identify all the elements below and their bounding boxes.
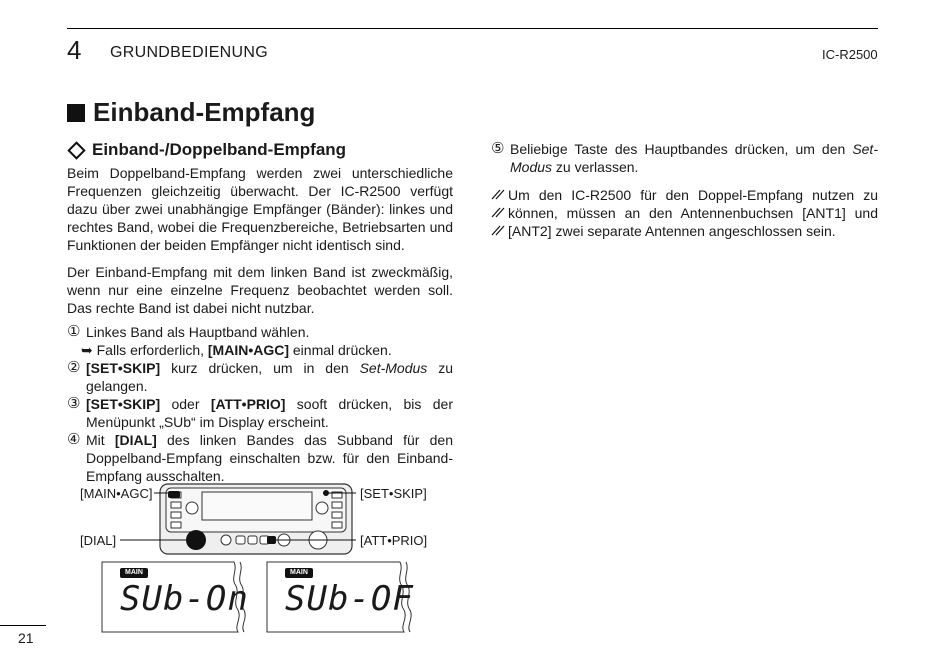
label-dial: [DIAL] xyxy=(80,533,117,548)
step-2 xyxy=(67,359,453,395)
step-1-text: Linkes Band als Hauptband wählen. xyxy=(86,324,310,340)
lcd-display-2: SUb-OF xyxy=(285,579,414,619)
main-badge-1: MAIN xyxy=(125,569,143,576)
key-main-agc: [MAIN•AGC] xyxy=(207,342,289,358)
step-4-text: Mit [DIAL] des linken Bandes das Subband für den Doppelband-Empfang einschalten bzw. für den Einband-Empfang ausschalten. xyxy=(86,432,453,484)
step-5-number: ⑤ xyxy=(491,140,505,157)
step-1-substep: ➥ Falls erforderlich, [MAIN•AGC] einmal drücken. xyxy=(81,342,392,358)
step-2-number: ② xyxy=(67,359,81,376)
step-5-text: Beliebige Taste des Hauptbandes drücken, um den Set-Modus zu verlassen. xyxy=(510,141,878,175)
right-column xyxy=(491,140,878,240)
step-2-text: [SET•SKIP] kurz drücken, um in den Set-Modus zu gelangen. xyxy=(86,360,453,394)
header-rule xyxy=(67,28,878,29)
subsection-title xyxy=(67,140,346,160)
label-main-agc: [MAIN•AGC] xyxy=(80,486,153,501)
paragraph-2: Der Einband-Empfang mit dem linken Band ist zweckmäßig, wenn nur eine einzelne Frequenz beobachtet werden soll. Das rechte Band ist dabei nicht nutzbar. xyxy=(67,264,453,316)
arrow-icon: ➥ xyxy=(81,342,93,358)
step-4 xyxy=(67,431,453,485)
radio-figure xyxy=(62,478,442,638)
step-3-text: [SET•SKIP] oder [ATT•PRIO] sooft drücken, bis der Menüpunkt „SUb“ im Display erscheint. xyxy=(86,396,453,430)
main-badge-2: MAIN xyxy=(290,569,308,576)
label-att-prio: [ATT•PRIO] xyxy=(360,533,428,548)
step-3 xyxy=(67,395,453,431)
step-5 xyxy=(491,140,878,176)
note-hatch-icon xyxy=(491,186,508,240)
note-text: Um den IC-R2500 für den Doppel-Empfang nutzen zu können, müssen an den Antennenbuchsen [ANT1] und [ANT2] zwei separate Antennen angeschlossen sein. xyxy=(508,187,878,239)
page-number: 21 xyxy=(18,630,34,646)
model-name: IC-R2500 xyxy=(822,47,878,62)
section-title-text: Einband-Empfang xyxy=(93,97,316,127)
black-square-icon xyxy=(67,104,85,122)
section-title xyxy=(67,97,315,128)
paragraph-1: Beim Doppelband-Empfang werden zwei unterschiedliche Frequenzen gleichzeitig überwacht. Der IC-R2500 verfügt dazu über zwei unabhängige Empfänger (Bänder): linkes und rechtes Band, wobei die Frequenzbereiche, Betriebsarten und Funktionen der beiden Empfänger nicht identisch sind. xyxy=(67,165,453,253)
subsection-title-text: Einband-/Doppelband-Empfang xyxy=(92,140,347,159)
step-4-number: ④ xyxy=(67,431,81,448)
left-column xyxy=(67,164,453,485)
footer-rule xyxy=(0,625,46,626)
chapter-title: GRUNDBEDIENUNG xyxy=(110,44,268,61)
note xyxy=(491,186,878,240)
chapter-number: 4 xyxy=(67,35,82,65)
label-set-skip: [SET•SKIP] xyxy=(360,486,427,501)
step-3-number: ③ xyxy=(67,395,81,412)
diamond-icon xyxy=(67,141,85,159)
step-1-number: ① xyxy=(67,323,81,340)
lcd-display-1: SUb-On xyxy=(120,579,249,619)
step-1 xyxy=(67,323,453,341)
